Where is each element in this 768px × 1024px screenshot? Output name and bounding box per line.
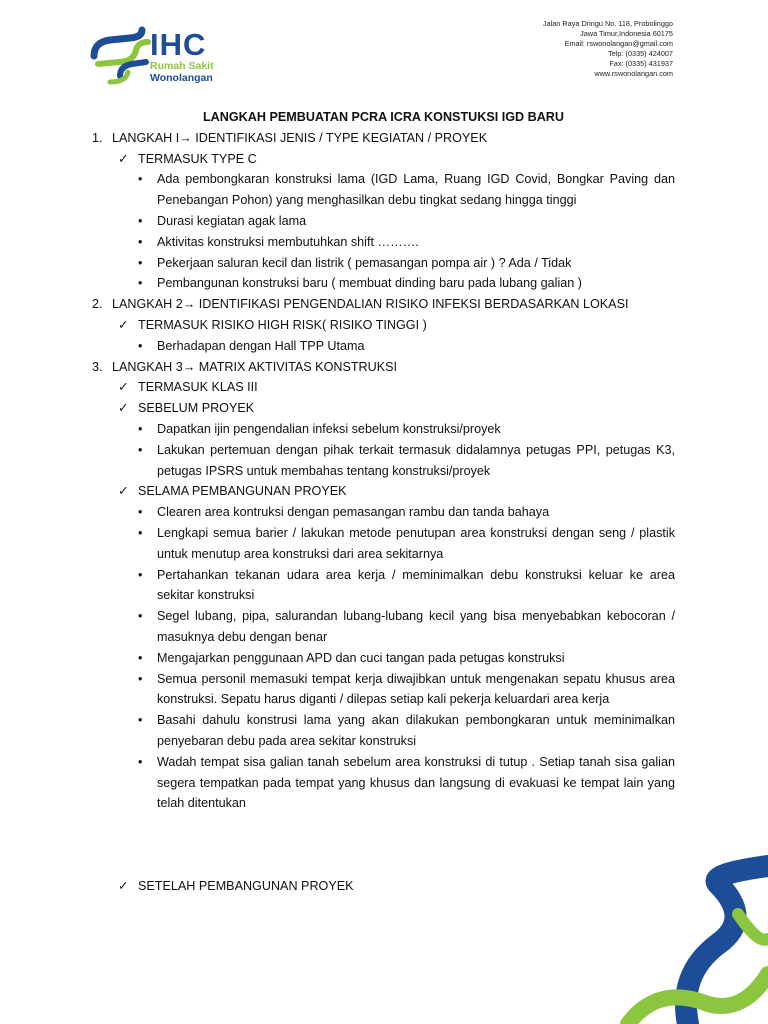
- bullet-icon: •: [138, 567, 143, 582]
- bullet-text: Clearen area kontruksi dengan pemasangan rambu dan tanda bahaya: [157, 505, 550, 520]
- logo-ihc: IHC: [150, 27, 207, 62]
- bullet-icon: •: [138, 234, 143, 249]
- bullet-icon: •: [138, 650, 143, 665]
- bullet-item: [92, 606, 675, 648]
- address-region: Jawa Timur,Indonesia 60175: [580, 29, 673, 38]
- document-title: LANGKAH PEMBUATAN PCRA ICRA KONSTUKSI IGD BARU: [202, 110, 564, 124]
- bullet-item: [92, 502, 675, 523]
- bullet-text: Basahi dahulu konstrusi lama yang akan dilakukan pembongkaran untuk meminimalkan penyebaran debu pada area sekitar konstruksi: [157, 713, 675, 748]
- check-label: TERMASUK RISIKO HIGH RISK( RISIKO TINGGI ): [138, 317, 427, 332]
- bullet-icon: •: [138, 442, 143, 457]
- bullet-item: [92, 648, 675, 669]
- bullet-text: Ada pembongkaran konstruksi lama (IGD Lama, Ruang IGD Covid, Bongkar Paving dan Penebangan Pohon) yang menghasilkan debu tingkat sedang hingga tinggi: [157, 172, 675, 208]
- bullet-text: Aktivitas konstruksi membutuhkan shift ……….: [157, 234, 419, 249]
- bullet-icon: •: [138, 754, 143, 769]
- check-label: SELAMA PEMBANGUNAN PROYEK: [138, 484, 347, 499]
- address-street: Jalan Raya Dringu No. 118, Probolinggo: [542, 19, 673, 28]
- bullet-icon: •: [138, 609, 143, 624]
- bullet-item: [92, 336, 675, 357]
- checkmark-icon: ✓: [118, 484, 129, 499]
- bullet-item: [92, 253, 675, 274]
- check-item: [92, 149, 675, 170]
- bullet-text: Durasi kegiatan agak lama: [157, 213, 307, 228]
- bullet-icon: •: [138, 525, 143, 540]
- check-item: [92, 398, 675, 419]
- address-website: www.rswonolangan.com: [594, 69, 673, 78]
- bullet-icon: •: [138, 713, 143, 728]
- bullet-text: Lakukan pertemuan dengan pihak terkait termasuk didalamnya petugas PPI, petugas K3, petugas IPSRS untuk membahas tentang konstruksi/proyek: [157, 442, 675, 478]
- bullet-item: [92, 669, 675, 711]
- bullet-item: [92, 523, 675, 565]
- bullet-item: [92, 232, 675, 253]
- bullet-text: Pembangunan konstruksi baru ( membuat dinding baru pada lubang galian ): [157, 276, 582, 291]
- bullet-item: [92, 440, 675, 482]
- step-number: 3.: [92, 359, 103, 374]
- bullet-text: Wadah tempat sisa galian tanah sebelum area konstruksi di tutup . Setiap tanah sisa galian segera tempatkan pada tempat yang khusus dan langsung di evakuasi ke tempat lain yang telah ditentukan: [157, 754, 675, 811]
- checkmark-icon: ✓: [118, 317, 129, 332]
- bullet-item: [92, 565, 675, 607]
- address-phone: Telp: (0335) 424007: [608, 49, 673, 58]
- bullet-icon: •: [138, 671, 143, 686]
- bullet-text: Pekerjaan saluran kecil dan listrik ( pemasangan pompa air ) ? Ada / Tidak: [157, 255, 572, 270]
- check-label: TERMASUK KLAS III: [138, 380, 258, 395]
- bullet-text: Segel lubang, pipa, salurandan lubang-lubang kecil yang bisa menyebabkan kebocoran / masuknya debu dengan benar: [157, 609, 675, 644]
- bullet-text: Berhadapan dengan Hall TPP Utama: [157, 338, 365, 353]
- address-email: Email: rswonolangan@gmail.com: [564, 39, 673, 48]
- check-label: SEBELUM PROYEK: [138, 401, 255, 416]
- bullet-item: [92, 169, 675, 211]
- bullet-text: Dapatkan ijin pengendalian infeksi sebelum konstruksi/proyek: [157, 421, 501, 436]
- checkmark-icon: ✓: [118, 879, 129, 894]
- bullet-icon: •: [138, 276, 143, 291]
- step-number: 1.: [92, 130, 103, 145]
- bullet-icon: •: [138, 172, 143, 187]
- address-fax: Fax: (0335) 431937: [609, 59, 673, 68]
- step-number: 2.: [92, 297, 103, 312]
- check-item: [92, 481, 675, 502]
- step-heading: LANGKAH I→ IDENTIFIKASI JENIS / TYPE KEGIATAN / PROYEK: [112, 130, 488, 145]
- logo-text: [150, 27, 214, 84]
- step-2: [92, 294, 675, 315]
- bullet-icon: •: [138, 421, 143, 436]
- bullet-icon: •: [138, 213, 143, 228]
- bullet-item: [92, 419, 675, 440]
- bullet-text: Lengkapi semua barier / lakukan metode penutupan area konstruksi dengan seng / plastik untuk menutup area konstruksi dari area sekitarnya: [157, 525, 675, 561]
- check-label: SETELAH PEMBANGUNAN PROYEK: [138, 879, 354, 894]
- checkmark-icon: ✓: [118, 380, 129, 395]
- check-item: [92, 377, 675, 398]
- step-1: [92, 128, 675, 149]
- bullet-text: Pertahankan tekanan udara area kerja / meminimalkan debu konstruksi keluar ke area sekitar konstruksi: [157, 567, 675, 603]
- bullet-text: Semua personil memasuki tempat kerja diwajibkan untuk mengenakan sepatu khusus area konstruksi. Sepatu harus diganti / dilepas setiap kali pekerja keluardari area kerja: [157, 671, 675, 707]
- document-body: [92, 107, 675, 897]
- step-3: [92, 357, 675, 378]
- step-heading: LANGKAH 3→ MATRIX AKTIVITAS KONSTRUKSI: [112, 359, 398, 374]
- step-heading: LANGKAH 2→ IDENTIFIKASI PENGENDALIAN RISIKO INFEKSI BERDASARKAN LOKASI: [112, 297, 629, 312]
- checkmark-icon: ✓: [118, 401, 129, 416]
- bullet-icon: •: [138, 255, 143, 270]
- corner-logo-decoration: [568, 854, 768, 1024]
- bullet-item: [92, 752, 675, 814]
- check-label: TERMASUK TYPE C: [138, 151, 257, 166]
- check-item: [92, 315, 675, 336]
- bullet-item: [92, 273, 675, 294]
- hospital-address: [543, 19, 673, 79]
- logo-wonolangan: Wonolangan: [150, 72, 213, 84]
- bullet-icon: •: [138, 338, 143, 353]
- logo-rumah-sakit: Rumah Sakit: [150, 60, 214, 72]
- bullet-item: [92, 211, 675, 232]
- bullet-text: Mengajarkan penggunaan APD dan cuci tangan pada petugas konstruksi: [157, 650, 565, 665]
- bullet-icon: •: [138, 505, 143, 520]
- bullet-item: [92, 710, 675, 752]
- checkmark-icon: ✓: [118, 151, 129, 166]
